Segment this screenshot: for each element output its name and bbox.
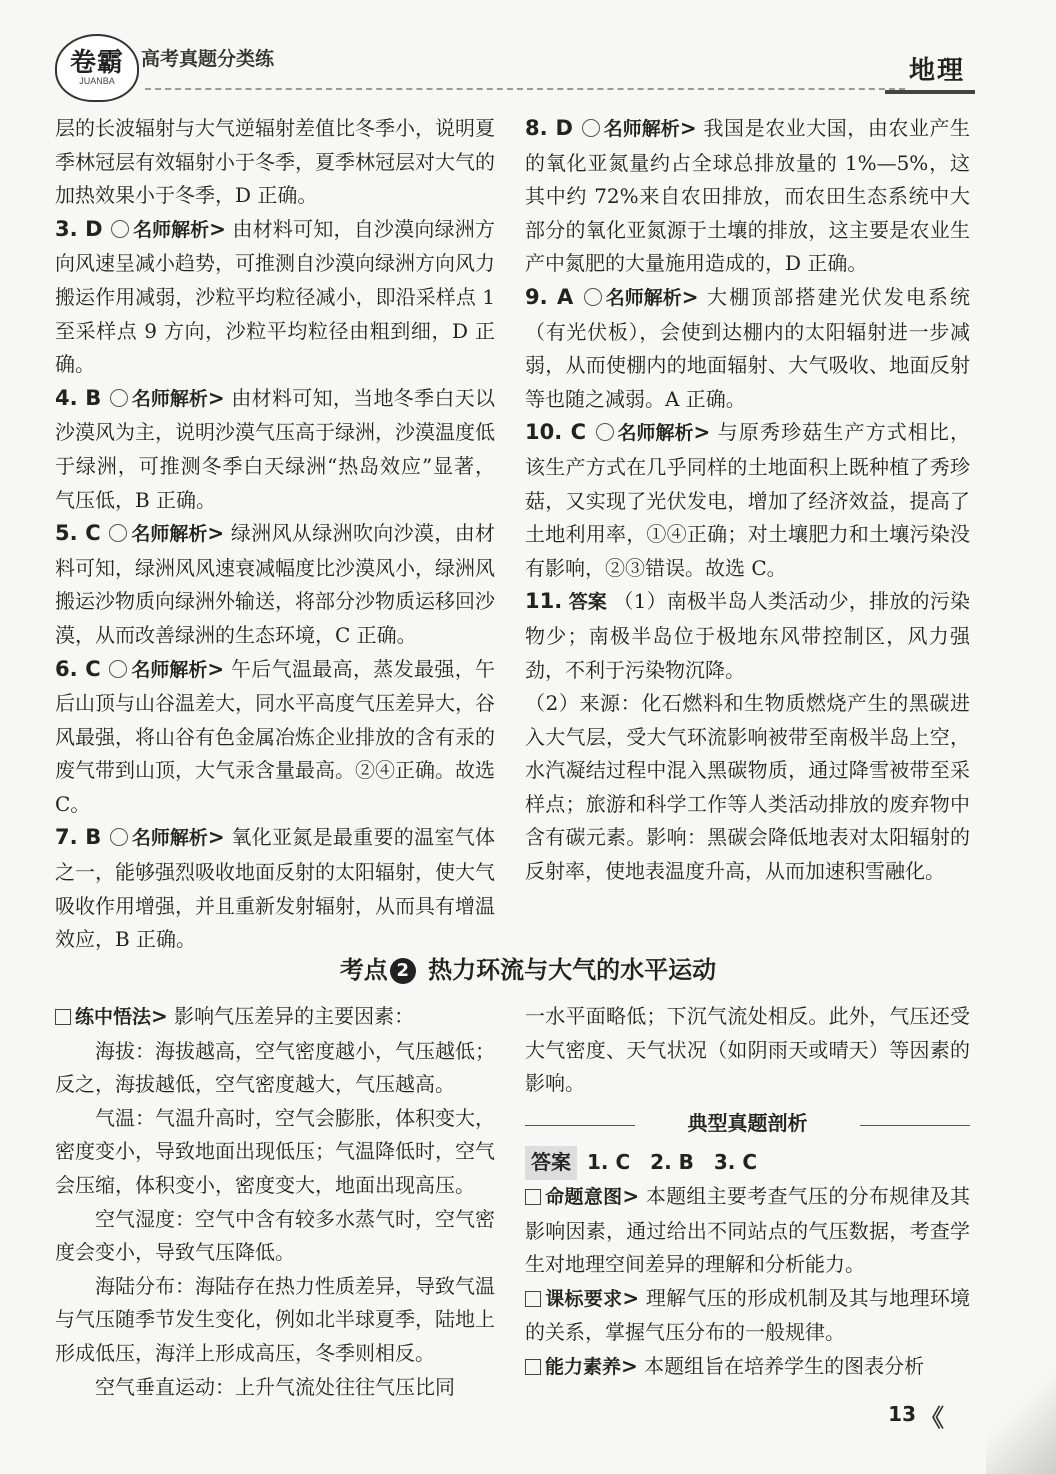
item-text: 本题组旨在培养学生的图表分析 xyxy=(644,1353,925,1378)
answer-paragraph: 10. C 名师解析> 与原秀珍菇生产方式相比，该生产方式在几乎同样的土地面积上既种植了秀珍菇，又实现了光伏发电，增加了经济效益，提高了土地利用率，①④正确；对土壤肥力和土壤污染没有影响，②③错误。故选 C。 xyxy=(525,416,970,585)
item-label: 命题意图 xyxy=(545,1185,623,1208)
method-paragraph: 海拔：海拔越高，空气密度越小，气压越低；反之，海拔越低，空气密度越大，气压越高。 xyxy=(55,1038,495,1097)
method-paragraph: 空气垂直运动：上升气流处往往气压比同 xyxy=(95,1374,455,1399)
answer-number: 8. D xyxy=(525,116,573,140)
analysis-icon xyxy=(110,389,128,407)
typical-heading: 典型真题剖析 xyxy=(525,1107,970,1141)
left-column xyxy=(55,112,495,957)
answer-text: 大棚顶部搭建光伏发电系统（有光伏板），会使到达棚内的太阳辐射进一步减弱，从而使棚内的地面辐射、大气吸收、地面反射等也随之减弱。A 正确。 xyxy=(525,284,971,411)
subject-title: 地理 xyxy=(908,56,965,86)
answer-tag: 答案 xyxy=(568,591,607,614)
answer-number: 10. C xyxy=(525,420,587,445)
section-heading xyxy=(0,950,1056,985)
answer-paragraph: 4. B 名师解析> 由材料可知，当地冬季白天以沙漠风为主，说明沙漠气压高于绿洲，沙漠温度低于绿洲，可推测冬季白天绿洲“热岛效应”显著，气压低，B 正确。 xyxy=(55,382,495,517)
answer-label: 答案 xyxy=(525,1146,577,1180)
method-paragraph: 气温：气温升高时，空气会膨胀，体积变大，密度变小，导致地面出现低压；气温降低时，空气会压缩，体积变小，密度变大，地面出现高压。 xyxy=(55,1105,495,1197)
analysis-icon xyxy=(111,220,129,238)
answer-tag: 名师解析 xyxy=(133,218,210,241)
page-chevron-icon: 《 xyxy=(920,1404,944,1432)
method-paragraph: 海陆分布：海陆存在热力性质差异，导致气温与气压随季节发生变化，例如北半球夏季，陆地上形成低压，海洋上形成高压，冬季则相反。 xyxy=(55,1273,495,1365)
method-intro-text: 影响气压差异的主要因素： xyxy=(174,1004,415,1028)
analysis-icon xyxy=(110,828,128,846)
answer-tag: 名师解析 xyxy=(603,118,680,140)
method-paragraph: 空气湿度：空气中含有较多水蒸气时，空气密度会变小，导致气压降低。 xyxy=(55,1206,495,1265)
typical-column xyxy=(525,1000,970,1385)
answer-number: 5. C xyxy=(55,521,101,546)
answer-number: 7. B xyxy=(55,825,102,850)
logo-subtext: JUANBA xyxy=(79,76,115,86)
analysis-icon xyxy=(584,288,602,306)
typical-item: 能力素养> 本题组旨在培养学生的图表分析 xyxy=(525,1350,970,1385)
ability-icon xyxy=(525,1359,541,1375)
section-prefix: 考点 xyxy=(339,956,388,984)
answer-paragraph: 6. C 名师解析> 午后气温最高，蒸发最强，午后山顶与山谷温差大，同水平高度气压差异大，谷风最强，将山谷有色金属冶炼企业排放的含有汞的废气带到山顶，大气汞含量最高。②④正确。故选 C。 xyxy=(55,653,495,822)
item-label: 课标要求 xyxy=(545,1287,623,1310)
series-title: 高考真题分类练 xyxy=(141,48,275,70)
answer-number: 4. B xyxy=(55,385,102,410)
analysis-icon xyxy=(109,660,127,678)
answer-text: 与原秀珍菇生产方式相比，该生产方式在几乎同样的土地面积上既种植了秀珍菇，又实现了光伏发电，增加了经济效益，提高了土地利用率，①④正确；对土壤肥力和土壤污染没有影响，②③错误。故选 C。 xyxy=(525,420,971,580)
answer-number: 11. xyxy=(525,589,563,614)
item-text: 理解气压的形成机制及其与地理环境的关系，掌握气压分布的一般规律。 xyxy=(525,1285,970,1345)
answer-paragraph: 9. A 名师解析> 大棚顶部搭建光伏发电系统（有光伏板），会使到达棚内的太阳辐射进一步减弱，从而使棚内的地面辐射、大气吸收、地面反射等也随之减弱。A 正确。 xyxy=(525,281,970,416)
answer-text: 氧化亚氮是最重要的温室气体之一，能够强烈吸收地面反射的太阳辐射，使大气吸收作用增强，并且重新发射辐射，从而具有增温效应，B 正确。 xyxy=(55,825,496,952)
answer-tag: 名师解析 xyxy=(131,827,208,850)
right-column xyxy=(525,112,970,889)
answer-text: 层的长波辐射与大气逆辐射差值比冬季小，说明夏季林冠层有效辐射小于冬季，夏季林冠层对大气的加热效果小于冬季，D 正确。 xyxy=(55,116,495,208)
page-corner-decoration xyxy=(986,1364,1056,1474)
method-icon xyxy=(55,1009,71,1025)
logo-text: 卷霸 xyxy=(69,48,124,78)
method-label: 练中悟法 xyxy=(75,1006,152,1028)
item-text: 本题组主要考查气压的分布规律及其影响因素，通过给出不同站点的气压数据，考查学生对地理空间差异的理解和分析能力。 xyxy=(525,1183,970,1277)
method-continuation: 一水平面略低；下沉气流处相反。此外，气压还受大气密度、天气状况（如阴雨天或晴天）等因素的影响。 xyxy=(525,1004,970,1096)
answer-paragraph xyxy=(55,112,495,213)
answer-paragraph: 7. B 名师解析> 氧化亚氮是最重要的温室气体之一，能够强烈吸收地面反射的太阳辐射，使大气吸收作用增强，并且重新发射辐射，从而具有增温效应，B 正确。 xyxy=(55,821,495,956)
answer-tag: 名师解析 xyxy=(131,523,208,546)
answer-paragraph: 3. D 名师解析> 由材料可知，自沙漠向绿洲方向风速呈减小趋势，可推测自沙漠向绿洲方向风力搬运作用减弱，沙粒平均粒径减小，即沿采样点 1 至采样点 9 方向，沙粒平均粒径由粗到细，D 正确。 xyxy=(55,213,495,382)
brand-logo xyxy=(55,34,139,102)
answer-text: 我国是农业大国，由农业产生的氧化亚氮量约占全球总排放量的 1%—5%，这其中约 72%来自农田排放，而农田生态系统中大部分的氧化亚氮源于土壤的排放，这主要是农业生产中氮肥的大量施用造成的，D 正确。 xyxy=(525,116,971,276)
answer-number: 9. A xyxy=(525,284,574,309)
page-header xyxy=(55,30,975,110)
answer-tag: 名师解析 xyxy=(605,286,682,309)
analysis-icon xyxy=(596,423,614,441)
answer-paragraph: 5. C 名师解析> 绿洲风从绿洲吹向沙漠，由材料可知，绿洲风风速衰减幅度比沙漠风小，绿洲风搬运沙物质向绿洲外输送，将部分沙物质运移回沙漠，从而改善绿洲的生态环境，C 正确。 xyxy=(55,517,495,652)
answer-text: 由材料可知，自沙漠向绿洲方向风速呈减小趋势，可推测自沙漠向绿洲方向风力搬运作用减弱，沙粒平均粒径减小，即沿采样点 1 至采样点 9 方向，沙粒平均粒径由粗到细，D 正确。 xyxy=(55,216,496,377)
answer-tag: 名师解析 xyxy=(131,658,208,681)
analysis-icon xyxy=(109,524,127,542)
page-number: 13 xyxy=(888,1402,916,1426)
standard-icon xyxy=(525,1291,541,1307)
answer-tag: 名师解析 xyxy=(617,422,694,445)
section-title: 热力环流与大气的水平运动 xyxy=(428,956,717,984)
answer-row xyxy=(525,1146,970,1180)
method-column xyxy=(55,1000,495,1404)
answer-text: （2）来源：化石燃料和生物质燃烧产生的黑碳进入大气层，受大气环流影响被带至南极半岛上空，水汽凝结过程中混入黑碳物质，通过降雪被带至采样点；旅游和科学工作等人类活动排放的废弃物中含有碳元素。影响：黑碳会降低地表对太阳辐射的反射率，使地表温度升高，从而加速积雪融化。 xyxy=(525,691,970,884)
answer-paragraph xyxy=(525,585,970,687)
intent-icon xyxy=(525,1189,541,1205)
subject-underline xyxy=(885,90,975,94)
answer-text: 由材料可知，当地冬季白天以沙漠风为主，说明沙漠气压高于绿洲，沙漠温度低于绿洲，可推测冬季白天绿洲“热岛效应”显著，气压低，B 正确。 xyxy=(55,385,496,512)
answer-paragraph: 8. D 名师解析> 我国是农业大国，由农业产生的氧化亚氮量约占全球总排放量的 1%—5%，这其中约 72%来自农田排放，而农田生态系统中大部分的氧化亚氮源于土壤的排放，这主要是农业生产中氮肥的大量施用造成的，D 正确。 xyxy=(525,112,970,281)
answer-values: 1. C 2. B 3. C xyxy=(587,1150,758,1175)
header-divider xyxy=(145,88,905,90)
typical-item: 命题意图> 本题组主要考查气压的分布规律及其影响因素，通过给出不同站点的气压数据，考查学生对地理空间差异的理解和分析能力。 xyxy=(525,1183,970,1277)
answer-number: 3. D xyxy=(55,216,103,241)
typical-item: 课标要求> 理解气压的形成机制及其与地理环境的关系，掌握气压分布的一般规律。 xyxy=(525,1285,970,1345)
answer-number: 6. C xyxy=(55,656,101,681)
answer-text: 午后气温最高，蒸发最强，午后山顶与山谷温差大，同水平高度气压差异大，谷风最强，将山谷有色金属冶炼企业排放的含有汞的废气带到山顶，大气汞含量最高。②④正确。故选 C。 xyxy=(55,656,496,816)
analysis-icon xyxy=(582,119,600,137)
answer-text: 绿洲风从绿洲吹向沙漠，由材料可知，绿洲风风速衰减幅度比沙漠风小，绿洲风搬运沙物质向绿洲外输送，将部分沙物质运移回沙漠，从而改善绿洲的生态环境，C 正确。 xyxy=(55,521,496,647)
answer-paragraph xyxy=(525,687,970,889)
method-intro: 练中悟法> 影响气压差异的主要因素： xyxy=(55,1000,495,1035)
section-number: 2 xyxy=(390,958,416,984)
item-label: 能力素养 xyxy=(545,1355,622,1378)
answer-tag: 名师解析 xyxy=(131,387,208,410)
answer-text: （1）南极半岛人类活动少，排放的污染物少；南极半岛位于极地东风带控制区，风力强劲，不利于污染物沉降。 xyxy=(525,589,971,682)
